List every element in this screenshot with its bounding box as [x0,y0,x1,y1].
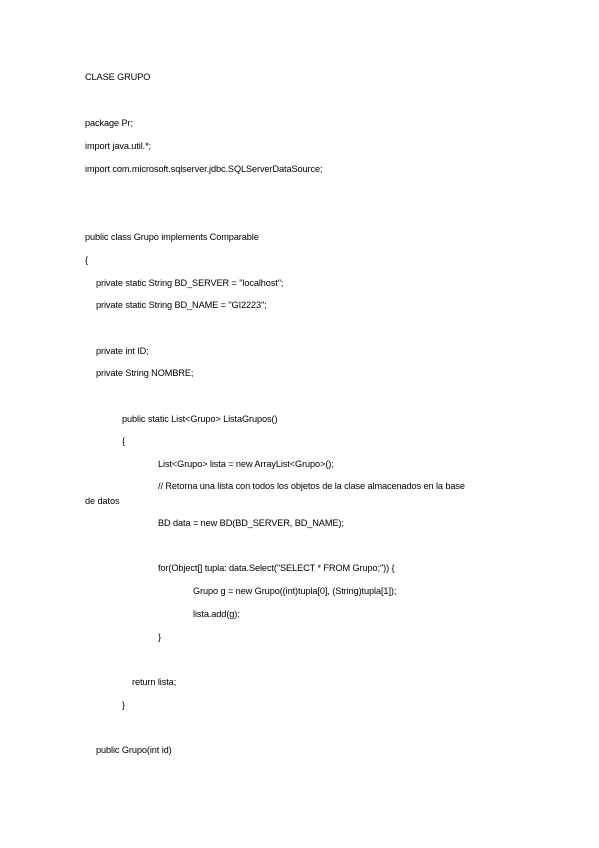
class-open-brace: { [85,255,88,265]
comment-line: // Retorna una lista con todos los objetos de la clase almacenados en la base [158,481,465,491]
method-close-brace: } [122,700,125,710]
field-id-line: private int ID; [96,346,149,356]
bd-server-line: private static String BD_SERVER = "localhost"; [96,278,284,288]
import-util-line: import java.util.*; [85,141,152,151]
bd-data-line: BD data = new BD(BD_SERVER, BD_NAME); [158,518,344,528]
document-heading: CLASE GRUPO [85,72,151,82]
import-sql-line: import com.microsoft.sqlserver.jdbc.SQLServerDataSource; [85,164,323,174]
for-close-brace: } [158,632,161,642]
return-line: return lista; [132,677,177,687]
list-declaration-line: List<Grupo> lista = new ArrayList<Grupo>(); [158,459,334,469]
bd-name-line: private static String BD_NAME = "GI2223"; [96,300,267,310]
method-declaration-line: public static List<Grupo> ListaGrupos() [122,414,278,424]
method-open-brace: { [122,436,125,446]
class-declaration-line: public class Grupo implements Comparable [85,232,259,242]
package-line: package Pr; [85,118,133,128]
field-nombre-line: private String NOMBRE; [96,368,194,378]
constructor-line: public Grupo(int id) [96,745,172,755]
comment-wrap-line: de datos [85,496,120,506]
new-grupo-line: Grupo g = new Grupo((int)tupla[0], (String)tupla[1]); [193,586,397,596]
list-add-line: lista.add(g); [193,609,240,619]
for-loop-line: for(Object[] tupla: data.Select("SELECT * FROM Grupo;")) { [158,563,395,573]
